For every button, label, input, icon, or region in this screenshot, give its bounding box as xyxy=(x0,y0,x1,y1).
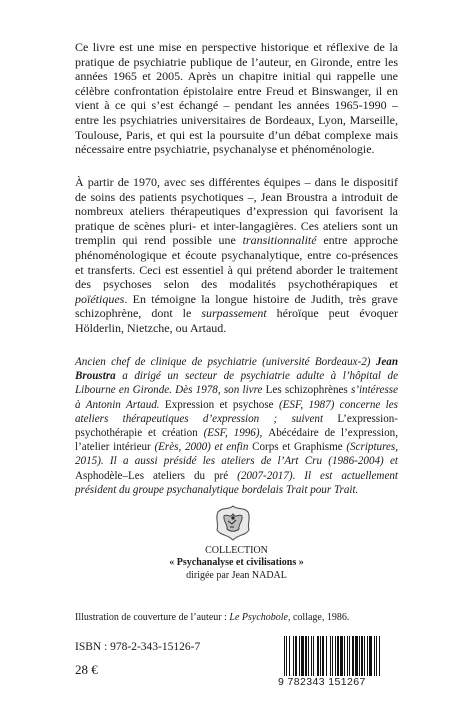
barcode-bar xyxy=(308,636,309,676)
barcode-bar xyxy=(317,636,319,676)
barcode-bar xyxy=(364,636,365,676)
barcode-bar xyxy=(359,636,360,676)
barcode-bar xyxy=(376,636,377,676)
summary-emph-poietiques: poïétiques xyxy=(75,291,125,306)
book-title-1: Les schizophrènes xyxy=(265,384,348,397)
bio-text-d: (ESF, 1987) concerne les ateliers thérapeutiques d’expression ; suivent xyxy=(75,398,399,425)
bio-text-b: a dirigé un secteur de psychiatrie adulte à l’hôpital de Libourne en Gironde. Dès 1978, son livre xyxy=(75,370,398,397)
barcode-bar xyxy=(284,636,285,676)
barcode-bar xyxy=(295,636,297,676)
summary-paragraph-2 xyxy=(75,175,398,336)
isbn: ISBN : 978-2-343-15126-7 xyxy=(75,641,201,653)
barcode-digits: 9 782343 151267 xyxy=(278,676,366,688)
book-title-2: Expression et psychose xyxy=(164,398,274,411)
summary-emph-surpassement: surpassement xyxy=(201,306,267,321)
barcode-bar xyxy=(379,636,380,676)
book-title-6: Asphodèle–Les ateliers du pré xyxy=(75,469,229,482)
book-title-5: Corps et Graphisme xyxy=(252,441,343,454)
barcode-bar xyxy=(332,636,333,676)
collection-block xyxy=(75,545,398,582)
summary-text-2c: entre approche phénoménologique et écoute psychanalytique, entre co-présences et transferts. Ceci est essentiel à qui prétend aborder le traitement des psychoses selon des modalités psychothérapiques et xyxy=(75,233,398,292)
price: 28 € xyxy=(75,662,98,677)
barcode-icon xyxy=(283,636,401,676)
book-title-4: Abécédaire de l’expression, l’atelier intérieur xyxy=(75,427,398,454)
barcode-bar xyxy=(347,636,348,676)
barcode-bar xyxy=(374,636,375,676)
credit-text-a: Illustration de couverture de l’auteur : xyxy=(75,612,230,623)
barcode-bar xyxy=(322,636,324,676)
barcode-bar xyxy=(330,636,331,676)
barcode-bar xyxy=(299,636,300,676)
summary-text-2a: À partir de 1970, avec ses différentes équipes – dans le dispositif de soins des patients psychotiques –, Jean Broustra a introduit de nombreux ateliers thérapeutiques d’expression qui favorisent la pratique de scènes pluri- et inter-langagières. Ces ateliers sont un tremplin qui rend possible une xyxy=(75,175,398,248)
author-name: Jean Broustra xyxy=(75,356,398,383)
collection-logo-icon xyxy=(212,504,254,542)
barcode-bar xyxy=(335,636,336,676)
summary-emph-transitionnalite: transitionnalité xyxy=(242,233,317,248)
barcode-bar xyxy=(301,636,304,676)
cover-credit xyxy=(75,612,405,624)
barcode-bar xyxy=(326,636,327,676)
summary-text-1: Ce livre est une mise en perspective historique et réflexive de la pratique de psychiatrie publique de l’auteur, en Gironde, entre les années 1965 et 2005. Après un chapitre initial qui rappelle une célèbre confrontation épistolaire entre Freud et Binswanger, il en vient à ce qui s’est échangé – pendant les années 1965-1990 – entre les psychiatries universitaires de Bordeaux, Lyon, Marseille, Toulouse, Paris, et qui est la poursuite d’un débat complexe mais nécessaire entre psychiatrie, psychanalyse et phénoménologie. xyxy=(75,40,398,157)
collection-label: COLLECTION xyxy=(205,545,268,556)
credit-title: Le Psychobole xyxy=(229,612,288,623)
barcode-bar xyxy=(337,636,339,676)
barcode-bar xyxy=(313,636,314,676)
book-title-3: L’expression-psychothérapie et création xyxy=(75,412,398,440)
credit-text-b: , collage, 1986. xyxy=(287,612,350,623)
barcode-bar xyxy=(349,636,350,676)
barcode-bar xyxy=(320,636,321,676)
bio-text-f: (Erès, 2000) et enfin xyxy=(150,441,253,454)
bio-text-e: (ESF, 1996), xyxy=(197,427,269,440)
summary-text-2g: héroïque peut évoquer Hölderlin, Nietzche, ou Artaud. xyxy=(75,306,398,335)
barcode-bar xyxy=(305,636,307,676)
bio-text-g: (Scriptures, 2015). Il a aussi présidé les ateliers de l’Art Cru (1986-2004) et xyxy=(75,441,399,468)
summary-paragraph-1 xyxy=(75,40,398,157)
barcode-bar xyxy=(340,636,343,676)
barcode-bar xyxy=(369,636,372,676)
barcode-bar xyxy=(367,636,368,676)
bio-text-c: s’intéresse à Antonin Artaud. xyxy=(75,384,398,411)
barcode-bar xyxy=(286,636,287,676)
collection-director: dirigée par Jean NADAL xyxy=(186,569,287,581)
barcode-bar xyxy=(361,636,363,676)
barcode-bar xyxy=(352,636,354,676)
summary-text-2e: . En témoigne la longue histoire de Judith, très grave schizophrène, dont le xyxy=(75,291,398,321)
collection-series: « Psychanalyse et civilisations » xyxy=(169,557,304,569)
bio-text-h: (2007-2017). Il est actuellement président du groupe psychanalytique bordelais Trait pour Trait. xyxy=(75,469,398,496)
barcode-bar xyxy=(355,636,358,676)
barcode-bar xyxy=(344,636,345,676)
barcode-bar xyxy=(293,636,294,676)
barcode-bar xyxy=(289,636,290,676)
bio-text-a: Ancien chef de clinique de psychiatrie (université Bordeaux-2) xyxy=(75,356,376,368)
barcode-bar xyxy=(311,636,312,676)
author-bio xyxy=(75,355,398,497)
